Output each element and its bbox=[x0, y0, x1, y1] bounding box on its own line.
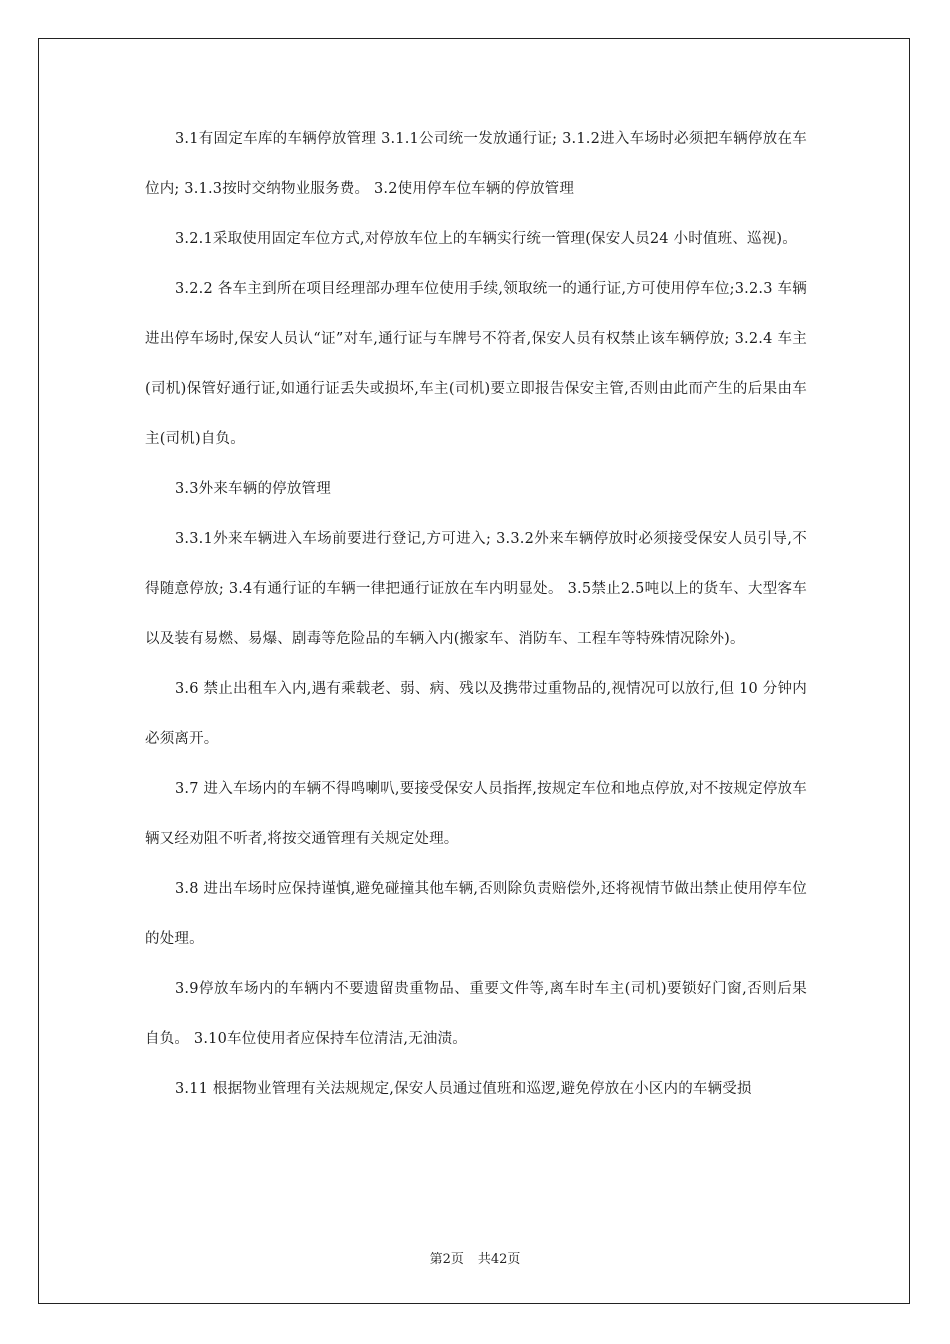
page-total: 共42页 bbox=[477, 1252, 521, 1267]
page-footer bbox=[0, 1248, 950, 1267]
paragraph: 3.2.1采取使用固定车位方式,对停放车位上的车辆实行统一管理(保安人员24 小时值班、巡视)。 bbox=[175, 231, 797, 247]
paragraph: 3.8 进出车场时应保持谨慎,避免碰撞其他车辆,否则除负责赔偿外,还将视情节做出禁止使用停车位的处理。 bbox=[145, 881, 807, 947]
page-number: 第2页 bbox=[429, 1252, 464, 1267]
paragraph: 3.2.2 各车主到所在项目经理部办理车位使用手续,领取统一的通行证,方可使用停车位;3.2.3 车辆进出停车场时,保安人员认“证”对车,通行证与车牌号不符者,保安人员有权禁止该车辆停放; 3.2.4 车主(司机)保管好通行证,如通行证丢失或损坏,车主(司机)要立即报告保安主管,否则由此而产生的后果由车主(司机)自负。 bbox=[145, 281, 807, 447]
paragraph: 3.9停放车场内的车辆内不要遗留贵重物品、重要文件等,离车时车主(司机)要锁好门窗,否则后果自负。 3.10车位使用者应保持车位清洁,无油渍。 bbox=[145, 981, 807, 1047]
paragraph: 3.3.1外来车辆进入车场前要进行登记,方可进入; 3.3.2外来车辆停放时必须接受保安人员引导,不得随意停放; 3.4有通行证的车辆一律把通行证放在车内明显处。 3.5禁止2.5吨以上的货车、大型客车以及装有易燃、易爆、剧毒等危险品的车辆入内(搬家车、消防车、工程车等特殊情况除外)。 bbox=[145, 531, 807, 647]
paragraph: 3.11 根据物业管理有关法规规定,保安人员通过值班和巡逻,避免停放在小区内的车辆受损 bbox=[175, 1081, 752, 1097]
paragraph: 3.7 进入车场内的车辆不得鸣喇叭,要接受保安人员指挥,按规定车位和地点停放,对不按规定停放车辆又经劝阻不听者,将按交通管理有关规定处理。 bbox=[145, 781, 807, 847]
paragraph: 3.6 禁止出租车入内,遇有乘载老、弱、病、残以及携带过重物品的,视情况可以放行,但 10 分钟内必须离开。 bbox=[145, 681, 807, 747]
paragraph: 3.1有固定车库的车辆停放管理 3.1.1公司统一发放通行证; 3.1.2进入车场时必须把车辆停放在车位内; 3.1.3按时交纳物业服务费。 3.2使用停车位车辆的停放管理 bbox=[145, 131, 807, 197]
document-body bbox=[145, 114, 807, 1114]
paragraph: 3.3外来车辆的停放管理 bbox=[175, 481, 331, 497]
